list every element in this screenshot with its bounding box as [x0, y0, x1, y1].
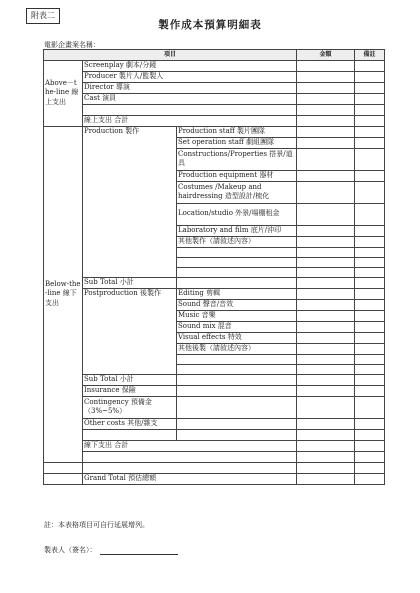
table-row	[44, 71, 385, 82]
remarks-cell	[355, 267, 385, 277]
postproduction-item: Sound 聲音/音效	[177, 299, 297, 310]
production-item: Costumes /Makeup and hairdressing 造型設計/梳化	[177, 181, 297, 203]
blank-item	[177, 267, 297, 277]
remarks-cell	[355, 332, 385, 343]
amount-cell	[297, 267, 355, 277]
postproduction-item: 其他後製（請敘述內容）	[177, 343, 297, 354]
remarks-cell	[355, 343, 385, 354]
remarks-cell	[355, 148, 385, 170]
table-row	[44, 385, 385, 396]
production-item: 其他製作（請敘述內容）	[177, 236, 297, 247]
amount-cell	[297, 126, 355, 137]
amount-cell	[297, 354, 355, 364]
blank-item	[177, 354, 297, 364]
header-remarks: 備註	[355, 50, 385, 61]
postproduction-item: Sound mix 混音	[177, 321, 297, 332]
production-item: Production equipment 器材	[177, 170, 297, 181]
amount-cell	[297, 473, 355, 484]
contingency-item: Contingency 預備金（3%~5%）	[83, 396, 177, 418]
grand-total: Grand Total 預估總額	[83, 473, 297, 484]
header-row	[44, 50, 385, 61]
blank-item	[177, 374, 297, 385]
remarks-cell	[355, 277, 385, 288]
amount-cell	[297, 462, 355, 473]
amount-cell	[297, 343, 355, 354]
remarks-cell	[355, 429, 385, 440]
amount-cell	[297, 451, 355, 462]
amount-cell	[297, 137, 355, 148]
remarks-cell	[355, 60, 385, 71]
amount-cell	[297, 148, 355, 170]
header-item: 項目	[44, 50, 297, 61]
blank-item	[177, 257, 297, 267]
signature-label: 製表人（簽名）：	[44, 546, 97, 554]
production-item: Laboratory and film 底片/沖印	[177, 225, 297, 236]
remarks-cell	[355, 299, 385, 310]
above-item: Producer 製片人/監製人	[83, 71, 297, 82]
table-row	[44, 451, 385, 462]
table-row	[44, 429, 385, 440]
amount-cell	[297, 277, 355, 288]
below-line-label: Below-the-line 線下支出	[44, 126, 83, 462]
amount-cell	[297, 429, 355, 440]
above-line-label: Above－the-line 線上支出	[44, 60, 83, 126]
postproduction-item: Visual effects 特效	[177, 332, 297, 343]
remarks-cell	[355, 170, 385, 181]
amount-cell	[297, 71, 355, 82]
remarks-cell	[355, 364, 385, 374]
amount-cell	[297, 321, 355, 332]
below-total: 線下支出 合計	[83, 440, 297, 451]
blank-item	[177, 418, 297, 429]
signature-line	[100, 554, 178, 555]
amount-cell	[297, 82, 355, 93]
production-subtotal: Sub Total 小計	[83, 277, 177, 288]
table-row	[44, 126, 385, 137]
table-row	[44, 60, 385, 71]
above-item: Cast 演員	[83, 93, 297, 104]
postproduction-label: Postproduction 後製作	[83, 288, 177, 374]
remarks-cell	[355, 225, 385, 236]
amount-cell	[297, 299, 355, 310]
blank-item	[83, 104, 297, 115]
attachment-tag: 附表二	[26, 8, 60, 24]
remarks-cell	[355, 321, 385, 332]
remarks-cell	[355, 137, 385, 148]
remarks-cell	[355, 115, 385, 126]
remarks-cell	[355, 440, 385, 451]
blank-item	[177, 429, 297, 440]
project-name-label: 電影企畫案名稱：	[44, 41, 100, 49]
above-item: Director 導演	[83, 82, 297, 93]
budget-table	[43, 49, 385, 485]
blank-item	[177, 364, 297, 374]
insurance-item: Insurance 保險	[83, 385, 177, 396]
production-item: Constructions/Properties 搭景/道具	[177, 148, 297, 170]
amount-cell	[297, 310, 355, 321]
remarks-cell	[355, 126, 385, 137]
amount-cell	[297, 247, 355, 257]
remarks-cell	[355, 473, 385, 484]
amount-cell	[297, 225, 355, 236]
production-item: Production staff 製片團隊	[177, 126, 297, 137]
blank-item	[44, 462, 83, 473]
remarks-cell	[355, 385, 385, 396]
remarks-cell	[355, 181, 385, 203]
amount-cell	[297, 440, 355, 451]
table-row	[44, 462, 385, 473]
table-row	[44, 288, 385, 299]
remarks-cell	[355, 236, 385, 247]
above-subtotal: 線上支出 合計	[83, 115, 297, 126]
remarks-cell	[355, 310, 385, 321]
table-row	[44, 374, 385, 385]
production-label: Production 製作	[83, 126, 177, 277]
production-item: Set operation staff 劇組團隊	[177, 137, 297, 148]
remarks-cell	[355, 104, 385, 115]
table-row	[44, 277, 385, 288]
amount-cell	[297, 115, 355, 126]
amount-cell	[297, 374, 355, 385]
table-row	[44, 82, 385, 93]
blank-item	[177, 247, 297, 257]
table-row	[44, 104, 385, 115]
above-item: Screenplay 劇本/分鏡	[83, 60, 297, 71]
amount-cell	[297, 236, 355, 247]
amount-cell	[297, 93, 355, 104]
remarks-cell	[355, 288, 385, 299]
amount-cell	[297, 203, 355, 225]
blank-item	[44, 473, 83, 484]
amount-cell	[297, 104, 355, 115]
remarks-cell	[355, 462, 385, 473]
remarks-cell	[355, 82, 385, 93]
postproduction-item: Editing 剪輯	[177, 288, 297, 299]
table-row	[44, 93, 385, 104]
amount-cell	[297, 396, 355, 418]
amount-cell	[297, 364, 355, 374]
signature-field	[44, 545, 178, 555]
table-row	[44, 440, 385, 451]
remarks-cell	[355, 418, 385, 429]
remarks-cell	[355, 451, 385, 462]
amount-cell	[297, 60, 355, 71]
table-row	[44, 473, 385, 484]
amount-cell	[297, 170, 355, 181]
footnote: 註：本表格項目可自行延展增列。	[44, 521, 149, 529]
remarks-cell	[355, 257, 385, 267]
remarks-cell	[355, 247, 385, 257]
remarks-cell	[355, 354, 385, 364]
table-row	[44, 418, 385, 429]
blank-item	[177, 396, 297, 418]
amount-cell	[297, 385, 355, 396]
postproduction-item: Music 音樂	[177, 310, 297, 321]
amount-cell	[297, 288, 355, 299]
table-row	[44, 115, 385, 126]
blank-item	[83, 429, 177, 440]
amount-cell	[297, 418, 355, 429]
remarks-cell	[355, 71, 385, 82]
postproduction-subtotal: Sub Total 小計	[83, 374, 177, 385]
amount-cell	[297, 332, 355, 343]
amount-cell	[297, 257, 355, 267]
document-title: 製作成本預算明細表	[158, 19, 262, 31]
header-amount: 金額	[297, 50, 355, 61]
remarks-cell	[355, 396, 385, 418]
remarks-cell	[355, 203, 385, 225]
remarks-cell	[355, 93, 385, 104]
blank-item	[83, 462, 297, 473]
amount-cell	[297, 181, 355, 203]
blank-item	[177, 385, 297, 396]
production-item: Location/studio 外景/場棚租金	[177, 203, 297, 225]
blank-item	[177, 277, 297, 288]
blank-item	[83, 451, 297, 462]
other-costs-item: Other costs 其他/雜支	[83, 418, 177, 429]
remarks-cell	[355, 374, 385, 385]
table-row	[44, 396, 385, 418]
